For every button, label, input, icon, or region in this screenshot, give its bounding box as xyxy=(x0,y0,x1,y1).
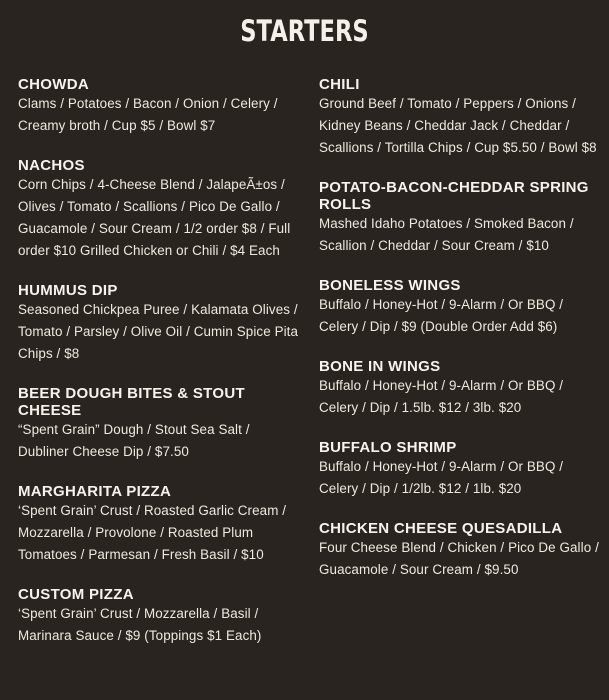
right-column xyxy=(319,76,601,601)
menu-item-margharita-pizza xyxy=(18,483,303,566)
item-description: ‘Spent Grain’ Crust / Roasted Garlic Cream / Mozzarella / Provolone / Roasted Plum Tomatoes / Parmesan / Fresh Basil / $10 xyxy=(18,503,287,562)
item-name: HUMMUS DIP xyxy=(18,282,118,299)
item-name: CHILI xyxy=(319,76,360,93)
item-name: BONE IN WINGS xyxy=(319,358,441,375)
item-description: Buffalo / Honey-Hot / 9-Alarm / Or BBQ / Celery / Dip / 1/2lb. $12 / 1lb. $20 xyxy=(319,459,564,496)
item-name: CUSTOM PIZZA xyxy=(18,586,134,603)
menu-item-custom-pizza xyxy=(18,586,303,647)
menu-item-chili xyxy=(319,76,601,159)
item-description: ‘Spent Grain’ Crust / Mozzarella / Basil / Marinara Sauce / $9 (Toppings $1 Each) xyxy=(18,606,262,643)
item-name: POTATO-BACON-CHEDDAR SPRING ROLLS xyxy=(319,179,589,213)
menu-item-hummus-dip xyxy=(18,282,303,365)
item-description: Clams / Potatoes / Bacon / Onion / Celery / Creamy broth / Cup $5 / Bowl $7 xyxy=(18,96,278,133)
item-name: CHOWDA xyxy=(18,76,89,93)
item-description: Corn Chips / 4-Cheese Blend / JalapeÃ±os / Olives / Tomato / Scallions / Pico De Gallo / Guacamole / Sour Cream / 1/2 order $8 / Full order $10 Grilled Chicken or Chili / $4 Each xyxy=(18,177,291,258)
item-name: BUFFALO SHRIMP xyxy=(319,439,457,456)
item-description: Seasoned Chickpea Puree / Kalamata Olives / Tomato / Parsley / Olive Oil / Cumin Spice Pita Chips / $8 xyxy=(18,302,299,361)
item-name: NACHOS xyxy=(18,157,85,174)
menu-item-bone-in-wings xyxy=(319,358,601,419)
menu-item-quesadilla xyxy=(319,520,601,581)
menu-item-buffalo-shrimp xyxy=(319,439,601,500)
menu-item-boneless-wings xyxy=(319,277,601,338)
item-description: Four Cheese Blend / Chicken / Pico De Gallo / Guacamole / Sour Cream / $9.50 xyxy=(319,540,599,577)
menu-item-beer-dough-bites xyxy=(18,385,303,463)
menu-item-spring-rolls xyxy=(319,179,601,257)
menu-item-chowda xyxy=(18,76,303,137)
item-name: MARGHARITA PIZZA xyxy=(18,483,172,500)
item-name: CHICKEN CHEESE QUESADILLA xyxy=(319,520,563,537)
item-description: Buffalo / Honey-Hot / 9-Alarm / Or BBQ / Celery / Dip / 1.5lb. $12 / 3lb. $20 xyxy=(319,378,564,415)
item-name: BEER DOUGH BITES & STOUT CHEESE xyxy=(18,385,245,419)
menu-title: STARTERS xyxy=(240,14,369,48)
left-column xyxy=(18,76,303,667)
item-description: “Spent Grain” Dough / Stout Sea Salt / Dubliner Cheese Dip / $7.50 xyxy=(18,422,250,459)
item-name: BONELESS WINGS xyxy=(319,277,461,294)
menu-item-nachos xyxy=(18,157,303,262)
item-description: Buffalo / Honey-Hot / 9-Alarm / Or BBQ / Celery / Dip / $9 (Double Order Add $6) xyxy=(319,297,564,334)
item-description: Mashed Idaho Potatoes / Smoked Bacon / Scallion / Cheddar / Sour Cream / $10 xyxy=(319,216,574,253)
item-description: Ground Beef / Tomato / Peppers / Onions / Kidney Beans / Cheddar Jack / Cheddar / Scallions / Tortilla Chips / Cup $5.50 / Bowl $8 xyxy=(319,96,597,155)
